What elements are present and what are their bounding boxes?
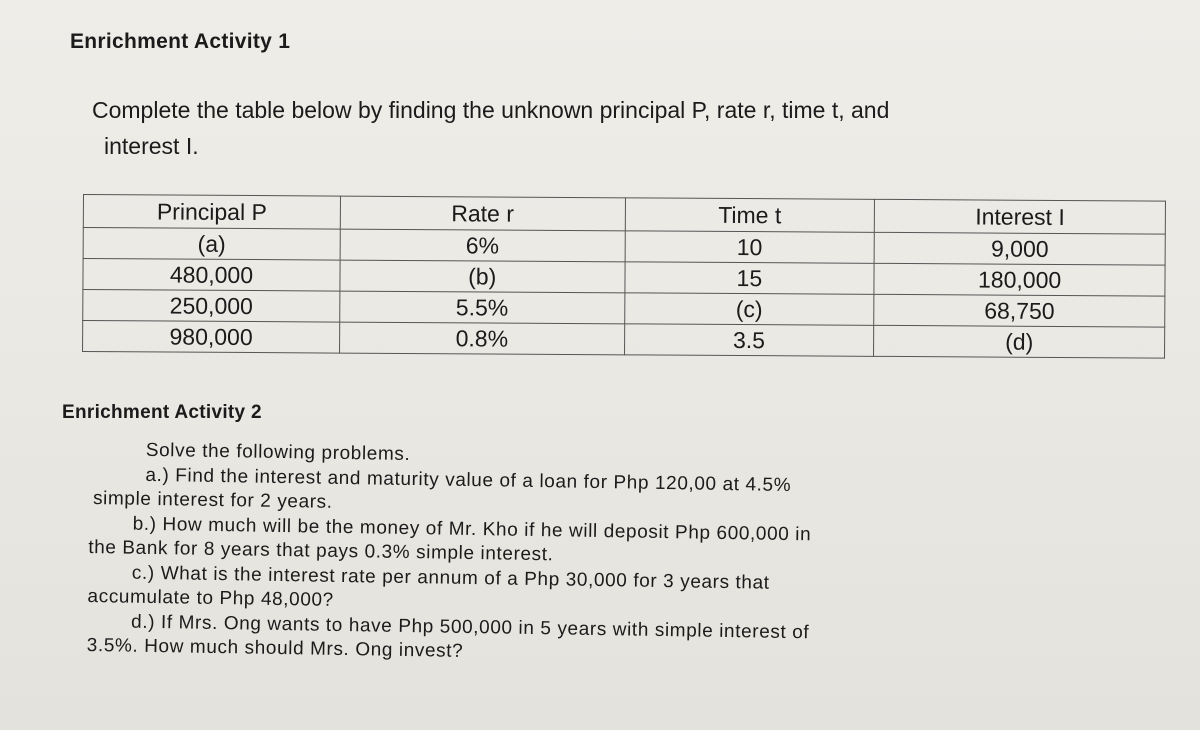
header-rate: Rate r: [340, 196, 625, 231]
problem-a-line-1: a.) Find the interest and maturity value of a loan for Php 120,00 at 4.5%: [145, 464, 792, 496]
table-cell: 9,000: [874, 232, 1165, 265]
problem-b-line-2: the Bank for 8 years that pays 0.3% simple interest.: [88, 536, 554, 566]
activity-2-problems: [87, 438, 1180, 676]
table-cell: 10: [625, 231, 875, 264]
problem-d-line-2: 3.5%. How much should Mrs. Ong invest?: [86, 634, 464, 662]
table-cell: (a): [83, 228, 340, 261]
instructions-line-1: Complete the table below by finding the unknown principal P, rate r, time t, and: [92, 97, 890, 123]
problem-a-line-2: simple interest for 2 years.: [92, 488, 333, 513]
activity-1-heading: Enrichment Activity 1: [70, 30, 291, 53]
problems-instruction: Solve the following problems.: [145, 439, 411, 466]
table-cell: 0.8%: [339, 322, 624, 355]
problem-c-line-1: c.) What is the interest rate per annum of a Php 30,000 for 3 years that: [131, 562, 770, 594]
header-time: Time t: [625, 198, 875, 233]
instructions-line-2: interest I.: [104, 133, 199, 159]
interest-table: [82, 194, 1166, 359]
table-cell: 480,000: [83, 259, 340, 292]
table-cell: 980,000: [83, 321, 340, 354]
activity-1-instructions: [92, 92, 1132, 164]
table-cell: 68,750: [874, 294, 1165, 327]
problem-b-line-1: b.) How much will be the money of Mr. Kho if he will deposit Php 600,000 in: [132, 513, 812, 545]
table-cell: 3.5: [624, 324, 874, 357]
table-cell: (c): [624, 293, 874, 326]
table-cell: 250,000: [83, 290, 340, 323]
activity-2-heading: Enrichment Activity 2: [62, 402, 262, 423]
table-cell: 180,000: [874, 263, 1165, 296]
table-cell: (b): [340, 260, 625, 293]
table-row: [83, 321, 1165, 359]
problem-d-line-1: d.) If Mrs. Ong wants to have Php 500,000 in 5 years with simple interest of: [130, 611, 810, 643]
problem-c-line-2: accumulate to Php 48,000?: [87, 585, 334, 611]
header-principal: Principal P: [83, 195, 340, 230]
table-cell: 15: [624, 262, 874, 295]
table-cell: 5.5%: [340, 291, 625, 324]
header-interest: Interest I: [875, 199, 1166, 234]
table-cell: 6%: [340, 229, 625, 262]
table-cell: (d): [874, 325, 1165, 358]
